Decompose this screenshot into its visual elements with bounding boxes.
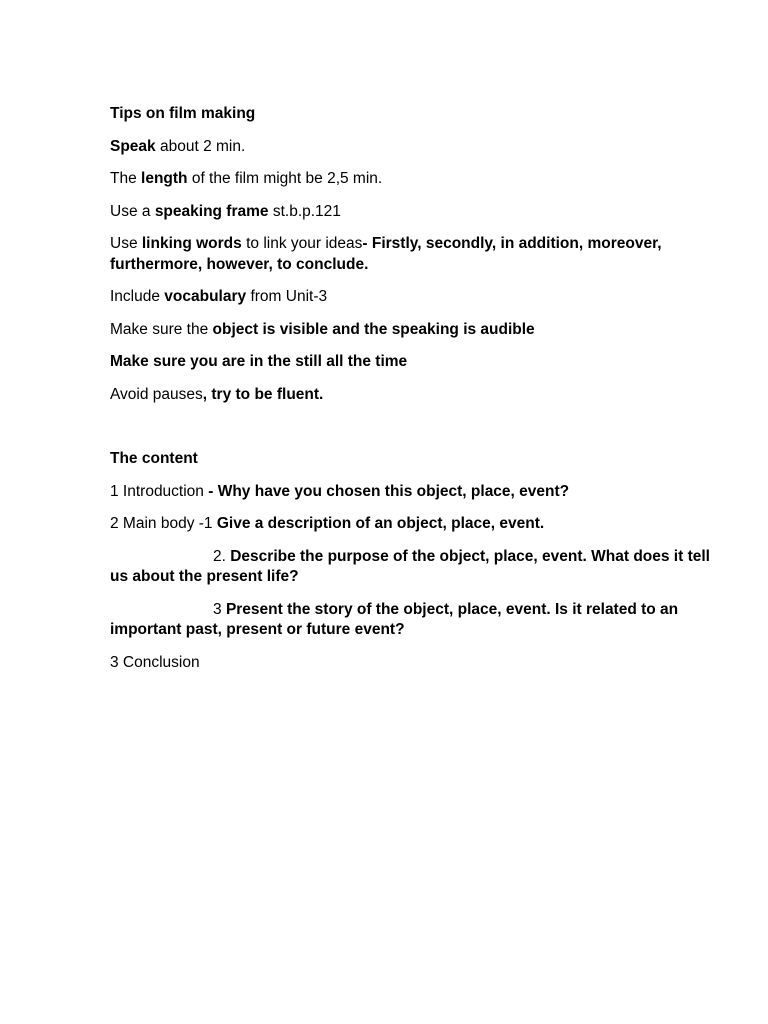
content-main-3-text: 3 bbox=[213, 600, 226, 618]
content-main-2 bbox=[110, 547, 725, 588]
content-main-3-bold: Present the story of the object, place, event. Is it related to an important past, present or future event? bbox=[110, 600, 679, 638]
tip-speak bbox=[110, 137, 725, 158]
content-conclusion: 3 Conclusion bbox=[110, 653, 200, 671]
tip-frame bbox=[110, 202, 725, 223]
tip-visible-bold: object is visible and the speaking is audible bbox=[212, 320, 535, 338]
tip-linking-bold-2: - Firstly, secondly, in addition, moreover, furthermore, however, to conclude. bbox=[110, 235, 662, 273]
content-main-1-text: 2 Main body -1 bbox=[110, 515, 217, 532]
tip-pauses bbox=[110, 385, 725, 406]
tip-vocab-bold: vocabulary bbox=[164, 288, 247, 305]
content-main-1-bold: Give a description of an object, place, event. bbox=[216, 515, 545, 532]
content-intro-bold: - Why have you chosen this object, place, event? bbox=[208, 482, 570, 500]
tip-pauses-bold: , try to be fluent. bbox=[202, 385, 324, 403]
section-spacer bbox=[110, 417, 725, 449]
tip-linking-text-1: Use bbox=[110, 235, 142, 252]
tip-linking-bold-1: linking words bbox=[141, 235, 242, 252]
tip-frame-bold: speaking frame bbox=[154, 202, 269, 220]
tip-vocab bbox=[110, 287, 725, 308]
tip-speak-bold: Speak bbox=[110, 137, 156, 155]
content-main-3 bbox=[110, 600, 725, 641]
tip-frame-text-1: Use a bbox=[110, 202, 155, 220]
content-main-1 bbox=[110, 514, 725, 535]
content-main-2-text: 2. bbox=[213, 547, 231, 565]
tip-still: Make sure you are in the still all the time bbox=[110, 353, 408, 370]
tip-length-bold: length bbox=[141, 170, 188, 187]
tip-speak-text: about 2 min. bbox=[155, 137, 246, 155]
tip-length-text-1: The bbox=[110, 170, 142, 187]
tip-length-text-2: of the film might be 2,5 min. bbox=[187, 170, 383, 187]
tip-frame-text-2: st.b.p.121 bbox=[268, 202, 341, 220]
tip-visible-text: Make sure the bbox=[110, 320, 213, 338]
content-intro bbox=[110, 482, 725, 503]
tip-vocab-text-1: Include bbox=[110, 288, 165, 305]
tip-visible bbox=[110, 320, 725, 341]
tip-linking bbox=[110, 234, 725, 275]
tip-linking-text-2: to link your ideas bbox=[241, 235, 363, 252]
tip-length bbox=[110, 169, 725, 190]
content-intro-text: 1 Introduction bbox=[110, 482, 209, 500]
content-title: The content bbox=[110, 450, 198, 467]
tip-vocab-text-2: from Unit-3 bbox=[246, 288, 328, 305]
content-main-2-bold: Describe the purpose of the object, place, event. What does it tell us about the present life? bbox=[110, 547, 710, 585]
tip-pauses-text: Avoid pauses bbox=[110, 385, 203, 403]
tips-title: Tips on film making bbox=[110, 105, 256, 122]
document-page bbox=[110, 104, 725, 685]
